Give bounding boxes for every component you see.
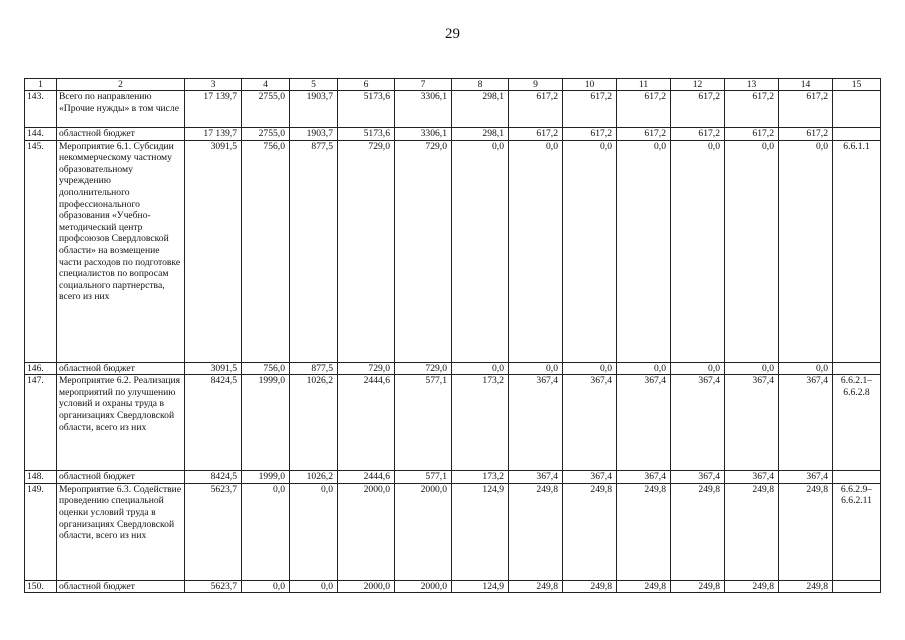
table-cell: 0,0: [290, 580, 338, 593]
row-name: областной бюджет: [57, 362, 185, 375]
table-cell: 0,0: [242, 580, 290, 593]
row-number: 148.: [25, 471, 57, 484]
target-code: [833, 580, 881, 593]
table-row: [25, 375, 881, 471]
row-name: областной бюджет: [57, 128, 185, 141]
table-cell: 0,0: [242, 483, 290, 580]
row-number: 146.: [25, 362, 57, 375]
row-number: 144.: [25, 128, 57, 141]
table-cell: 577,1: [395, 375, 452, 471]
table-cell: 2755,0: [242, 91, 290, 128]
table-cell: 0,0: [725, 140, 779, 362]
row-number: 145.: [25, 140, 57, 362]
table-cell: 367,4: [509, 471, 563, 484]
table-cell: 877,5: [290, 362, 338, 375]
table-cell: 173,2: [452, 375, 509, 471]
table-row: [25, 128, 881, 141]
table-cell: 729,0: [395, 140, 452, 362]
page-number: 29: [445, 26, 460, 42]
table-cell: 249,8: [725, 483, 779, 580]
table-cell: 1999,0: [242, 375, 290, 471]
table-cell: 0,0: [563, 362, 617, 375]
table-cell: 617,2: [509, 91, 563, 128]
table-row: [25, 580, 881, 593]
table-cell: 5623,7: [185, 483, 242, 580]
table-cell: 8424,5: [185, 375, 242, 471]
row-name: областной бюджет: [57, 580, 185, 593]
table-cell: 0,0: [779, 362, 833, 375]
table-cell: 5173,6: [338, 128, 395, 141]
column-header: 4: [242, 79, 290, 91]
table-cell: 367,4: [563, 471, 617, 484]
column-header: 15: [833, 79, 881, 91]
column-header: 13: [725, 79, 779, 91]
table-cell: 249,8: [779, 580, 833, 593]
table-cell: 0,0: [617, 140, 671, 362]
table-cell: 367,4: [671, 375, 725, 471]
table-cell: 756,0: [242, 140, 290, 362]
column-header: 5: [290, 79, 338, 91]
table-cell: 0,0: [452, 362, 509, 375]
budget-table: [24, 78, 881, 593]
table-cell: 0,0: [509, 362, 563, 375]
table-cell: 617,2: [779, 91, 833, 128]
table-cell: 1903,7: [290, 128, 338, 141]
row-name: Мероприятие 6.1. Субсидии некоммерческому частному образовательному учреждению дополнительного профессионального образования «Учебно-методический центр профсоюзов Свердловской области» на возмещение части расходов по подготовке специалистов по вопросам социального партнерства, всего из них: [57, 140, 185, 362]
column-header: 10: [563, 79, 617, 91]
table-row: [25, 140, 881, 362]
table-cell: 617,2: [725, 128, 779, 141]
table-cell: 298,1: [452, 91, 509, 128]
row-number: 143.: [25, 91, 57, 128]
table-cell: 3306,1: [395, 128, 452, 141]
table-header-row: [25, 79, 881, 91]
table-cell: 173,2: [452, 471, 509, 484]
table-row: [25, 91, 881, 128]
table-cell: 249,8: [509, 483, 563, 580]
target-code: [833, 362, 881, 375]
column-header: 9: [509, 79, 563, 91]
row-name: Всего по направлению «Прочие нужды» в том числе: [57, 91, 185, 128]
table-cell: 124,9: [452, 580, 509, 593]
table-cell: 298,1: [452, 128, 509, 141]
row-number: 147.: [25, 375, 57, 471]
target-code: 6.6.2.1–6.6.2.8: [833, 375, 881, 471]
table-cell: 617,2: [563, 91, 617, 128]
table-cell: 249,8: [671, 483, 725, 580]
table-cell: 249,8: [563, 483, 617, 580]
table-cell: 617,2: [617, 128, 671, 141]
target-code: [833, 128, 881, 141]
table-cell: 8424,5: [185, 471, 242, 484]
table-cell: 617,2: [779, 128, 833, 141]
table-cell: 2755,0: [242, 128, 290, 141]
table-cell: 1026,2: [290, 471, 338, 484]
table-cell: 729,0: [338, 362, 395, 375]
column-header: 3: [185, 79, 242, 91]
column-header: 12: [671, 79, 725, 91]
table-cell: 249,8: [509, 580, 563, 593]
column-header: 1: [25, 79, 57, 91]
target-code: 6.6.1.1: [833, 140, 881, 362]
table-cell: 0,0: [725, 362, 779, 375]
table-cell: 367,4: [563, 375, 617, 471]
table-cell: 249,8: [779, 483, 833, 580]
table-cell: 249,8: [725, 580, 779, 593]
column-header: 8: [452, 79, 509, 91]
table-cell: 249,8: [617, 580, 671, 593]
table-cell: 17 139,7: [185, 128, 242, 141]
table-cell: 367,4: [779, 375, 833, 471]
table-cell: 0,0: [452, 140, 509, 362]
table-cell: 2000,0: [395, 483, 452, 580]
table-cell: 1026,2: [290, 375, 338, 471]
table-cell: 3091,5: [185, 140, 242, 362]
table-cell: 124,9: [452, 483, 509, 580]
table-cell: 5623,7: [185, 580, 242, 593]
table-cell: 617,2: [509, 128, 563, 141]
table-cell: 249,8: [671, 580, 725, 593]
table-cell: 0,0: [617, 362, 671, 375]
row-name: Мероприятие 6.2. Реализация мероприятий по улучшению условий и охраны труда в организациях Свердловской области, всего из них: [57, 375, 185, 471]
row-name: Мероприятие 6.3. Содействие проведению специальной оценки условий труда в организациях Свердловской области, всего из них: [57, 483, 185, 580]
table-cell: 729,0: [338, 140, 395, 362]
row-number: 149.: [25, 483, 57, 580]
table-cell: 577,1: [395, 471, 452, 484]
column-header: 14: [779, 79, 833, 91]
table-cell: 1999,0: [242, 471, 290, 484]
table-cell: 617,2: [725, 91, 779, 128]
table-cell: 617,2: [563, 128, 617, 141]
table-cell: 0,0: [563, 140, 617, 362]
table-row: [25, 483, 881, 580]
table-cell: 367,4: [725, 471, 779, 484]
table-cell: 756,0: [242, 362, 290, 375]
table-cell: 0,0: [671, 140, 725, 362]
table-cell: 2444,6: [338, 471, 395, 484]
table-cell: 367,4: [617, 375, 671, 471]
table-cell: 249,8: [617, 483, 671, 580]
table-cell: 617,2: [671, 128, 725, 141]
table-cell: 2000,0: [395, 580, 452, 593]
table-cell: 0,0: [671, 362, 725, 375]
row-name: областной бюджет: [57, 471, 185, 484]
table-cell: 367,4: [509, 375, 563, 471]
row-number: 150.: [25, 580, 57, 593]
table-cell: 367,4: [725, 375, 779, 471]
table-cell: 3091,5: [185, 362, 242, 375]
table-cell: 3306,1: [395, 91, 452, 128]
column-header: 6: [338, 79, 395, 91]
table-cell: 877,5: [290, 140, 338, 362]
table-cell: 5173,6: [338, 91, 395, 128]
table-row: [25, 362, 881, 375]
table-cell: 367,4: [671, 471, 725, 484]
table-cell: 2000,0: [338, 483, 395, 580]
column-header: 11: [617, 79, 671, 91]
table-cell: 617,2: [617, 91, 671, 128]
table-cell: 0,0: [509, 140, 563, 362]
column-header: 2: [57, 79, 185, 91]
column-header: 7: [395, 79, 452, 91]
table-cell: 367,4: [617, 471, 671, 484]
table-cell: 2444,6: [338, 375, 395, 471]
table-cell: 249,8: [563, 580, 617, 593]
table-cell: 729,0: [395, 362, 452, 375]
table-cell: 1903,7: [290, 91, 338, 128]
table-cell: 2000,0: [338, 580, 395, 593]
table-cell: 617,2: [671, 91, 725, 128]
table-cell: 0,0: [290, 483, 338, 580]
target-code: 6.6.2.9–6.6.2.11: [833, 483, 881, 580]
table-row: [25, 471, 881, 484]
table-cell: 17 139,7: [185, 91, 242, 128]
target-code: [833, 471, 881, 484]
table-cell: 367,4: [779, 471, 833, 484]
table-cell: 0,0: [779, 140, 833, 362]
target-code: [833, 91, 881, 128]
